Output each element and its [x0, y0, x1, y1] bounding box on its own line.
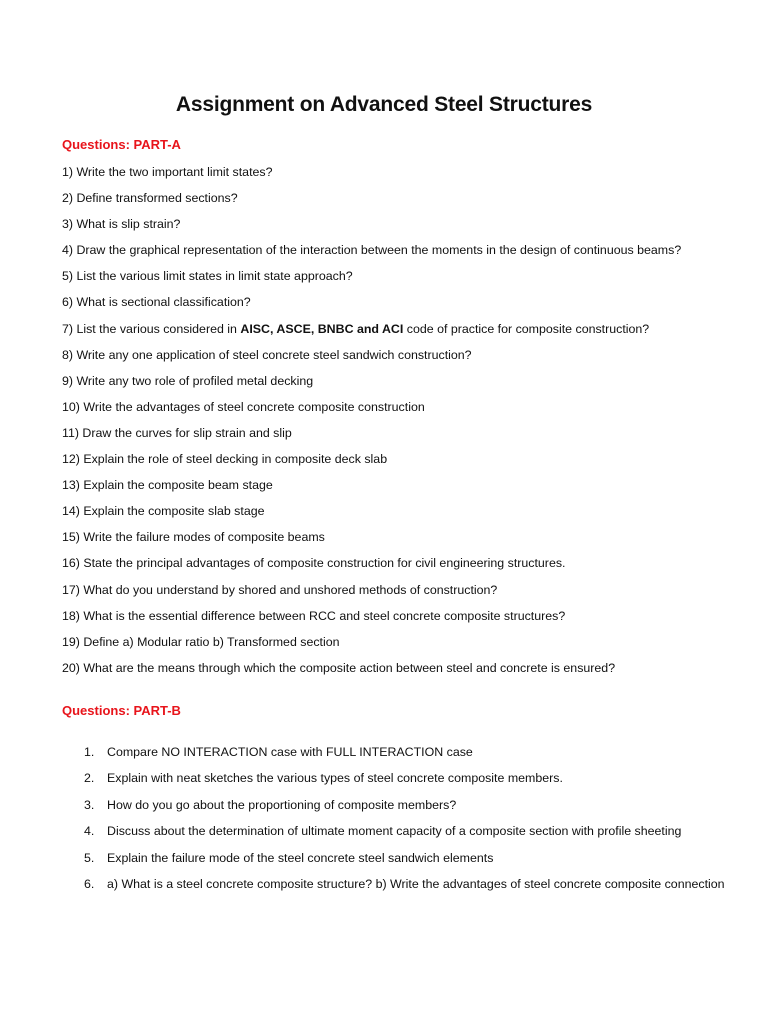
question-1: 1) Write the two important limit states?	[62, 165, 273, 179]
part-b-question	[84, 739, 744, 765]
question-text: How do you go about the proportioning of composite members?	[107, 797, 457, 812]
part-b-question	[84, 871, 744, 897]
question-2: 2) Define transformed sections?	[62, 191, 238, 206]
question-text: Explain with neat sketches the various types of steel concrete composite members.	[107, 771, 563, 786]
list-number: 1.	[84, 745, 95, 759]
list-number: 3.	[84, 797, 95, 812]
question-7-text-after: code of practice for composite construction?	[403, 321, 650, 336]
question-20: 20) What are the means through which the composite action between steel and concrete is ensured?	[62, 660, 616, 675]
page-title: Assignment on Advanced Steel Structures	[175, 93, 593, 116]
question-3: 3) What is slip strain?	[62, 217, 181, 232]
part-a-heading: Questions: PART-A	[62, 137, 181, 152]
question-15: 15) Write the failure modes of composite beams	[62, 530, 325, 545]
part-b-question	[84, 845, 744, 871]
part-b-question	[84, 765, 744, 791]
list-number: 5.	[84, 850, 95, 865]
question-text: Compare NO INTERACTION case with FULL INTERACTION case	[107, 745, 473, 759]
question-7-text-before: 7) List the various considered in	[62, 321, 241, 336]
question-text: Explain the failure mode of the steel concrete steel sandwich elements	[107, 850, 494, 865]
part-b-question	[84, 818, 744, 844]
list-number: 6.	[84, 877, 95, 892]
question-18: 18) What is the essential difference between RCC and steel concrete composite structures?	[62, 608, 566, 623]
question-4: 4) Draw the graphical representation of the interaction between the moments in the design of continuous beams?	[62, 243, 682, 258]
question-11: 11) Draw the curves for slip strain and slip	[62, 425, 292, 440]
part-b-question	[84, 792, 744, 818]
list-number: 4.	[84, 824, 95, 839]
question-text: Discuss about the determination of ultimate moment capacity of a composite section with profile sheeting	[107, 824, 682, 839]
question-16: 16) State the principal advantages of composite construction for civil engineering structures.	[62, 556, 566, 571]
question-7	[62, 320, 752, 346]
question-17: 17) What do you understand by shored and unshored methods of construction?	[62, 582, 498, 597]
part-a-question-list	[62, 163, 752, 685]
question-13: 13) Explain the composite beam stage	[62, 478, 273, 493]
question-8: 8) Write any one application of steel concrete steel sandwich construction?	[62, 347, 472, 362]
question-9: 9) Write any two role of profiled metal decking	[62, 373, 314, 388]
question-7-codes-bold: AISC, ASCE, BNBC and ACI	[240, 321, 404, 336]
question-10: 10) Write the advantages of steel concrete composite construction	[62, 399, 425, 414]
question-14: 14) Explain the composite slab stage	[62, 504, 265, 519]
list-number: 2.	[84, 771, 95, 786]
question-5: 5) List the various limit states in limit state approach?	[62, 269, 353, 284]
part-b-heading: Questions: PART-B	[62, 703, 181, 718]
part-b-question-list	[84, 739, 744, 897]
question-12: 12) Explain the role of steel decking in composite deck slab	[62, 452, 388, 467]
question-6: 6) What is sectional classification?	[62, 295, 251, 310]
question-19: 19) Define a) Modular ratio b) Transformed section	[62, 634, 340, 649]
question-text: a) What is a steel concrete composite structure? b) Write the advantages of steel concrete composite connection	[107, 877, 725, 892]
